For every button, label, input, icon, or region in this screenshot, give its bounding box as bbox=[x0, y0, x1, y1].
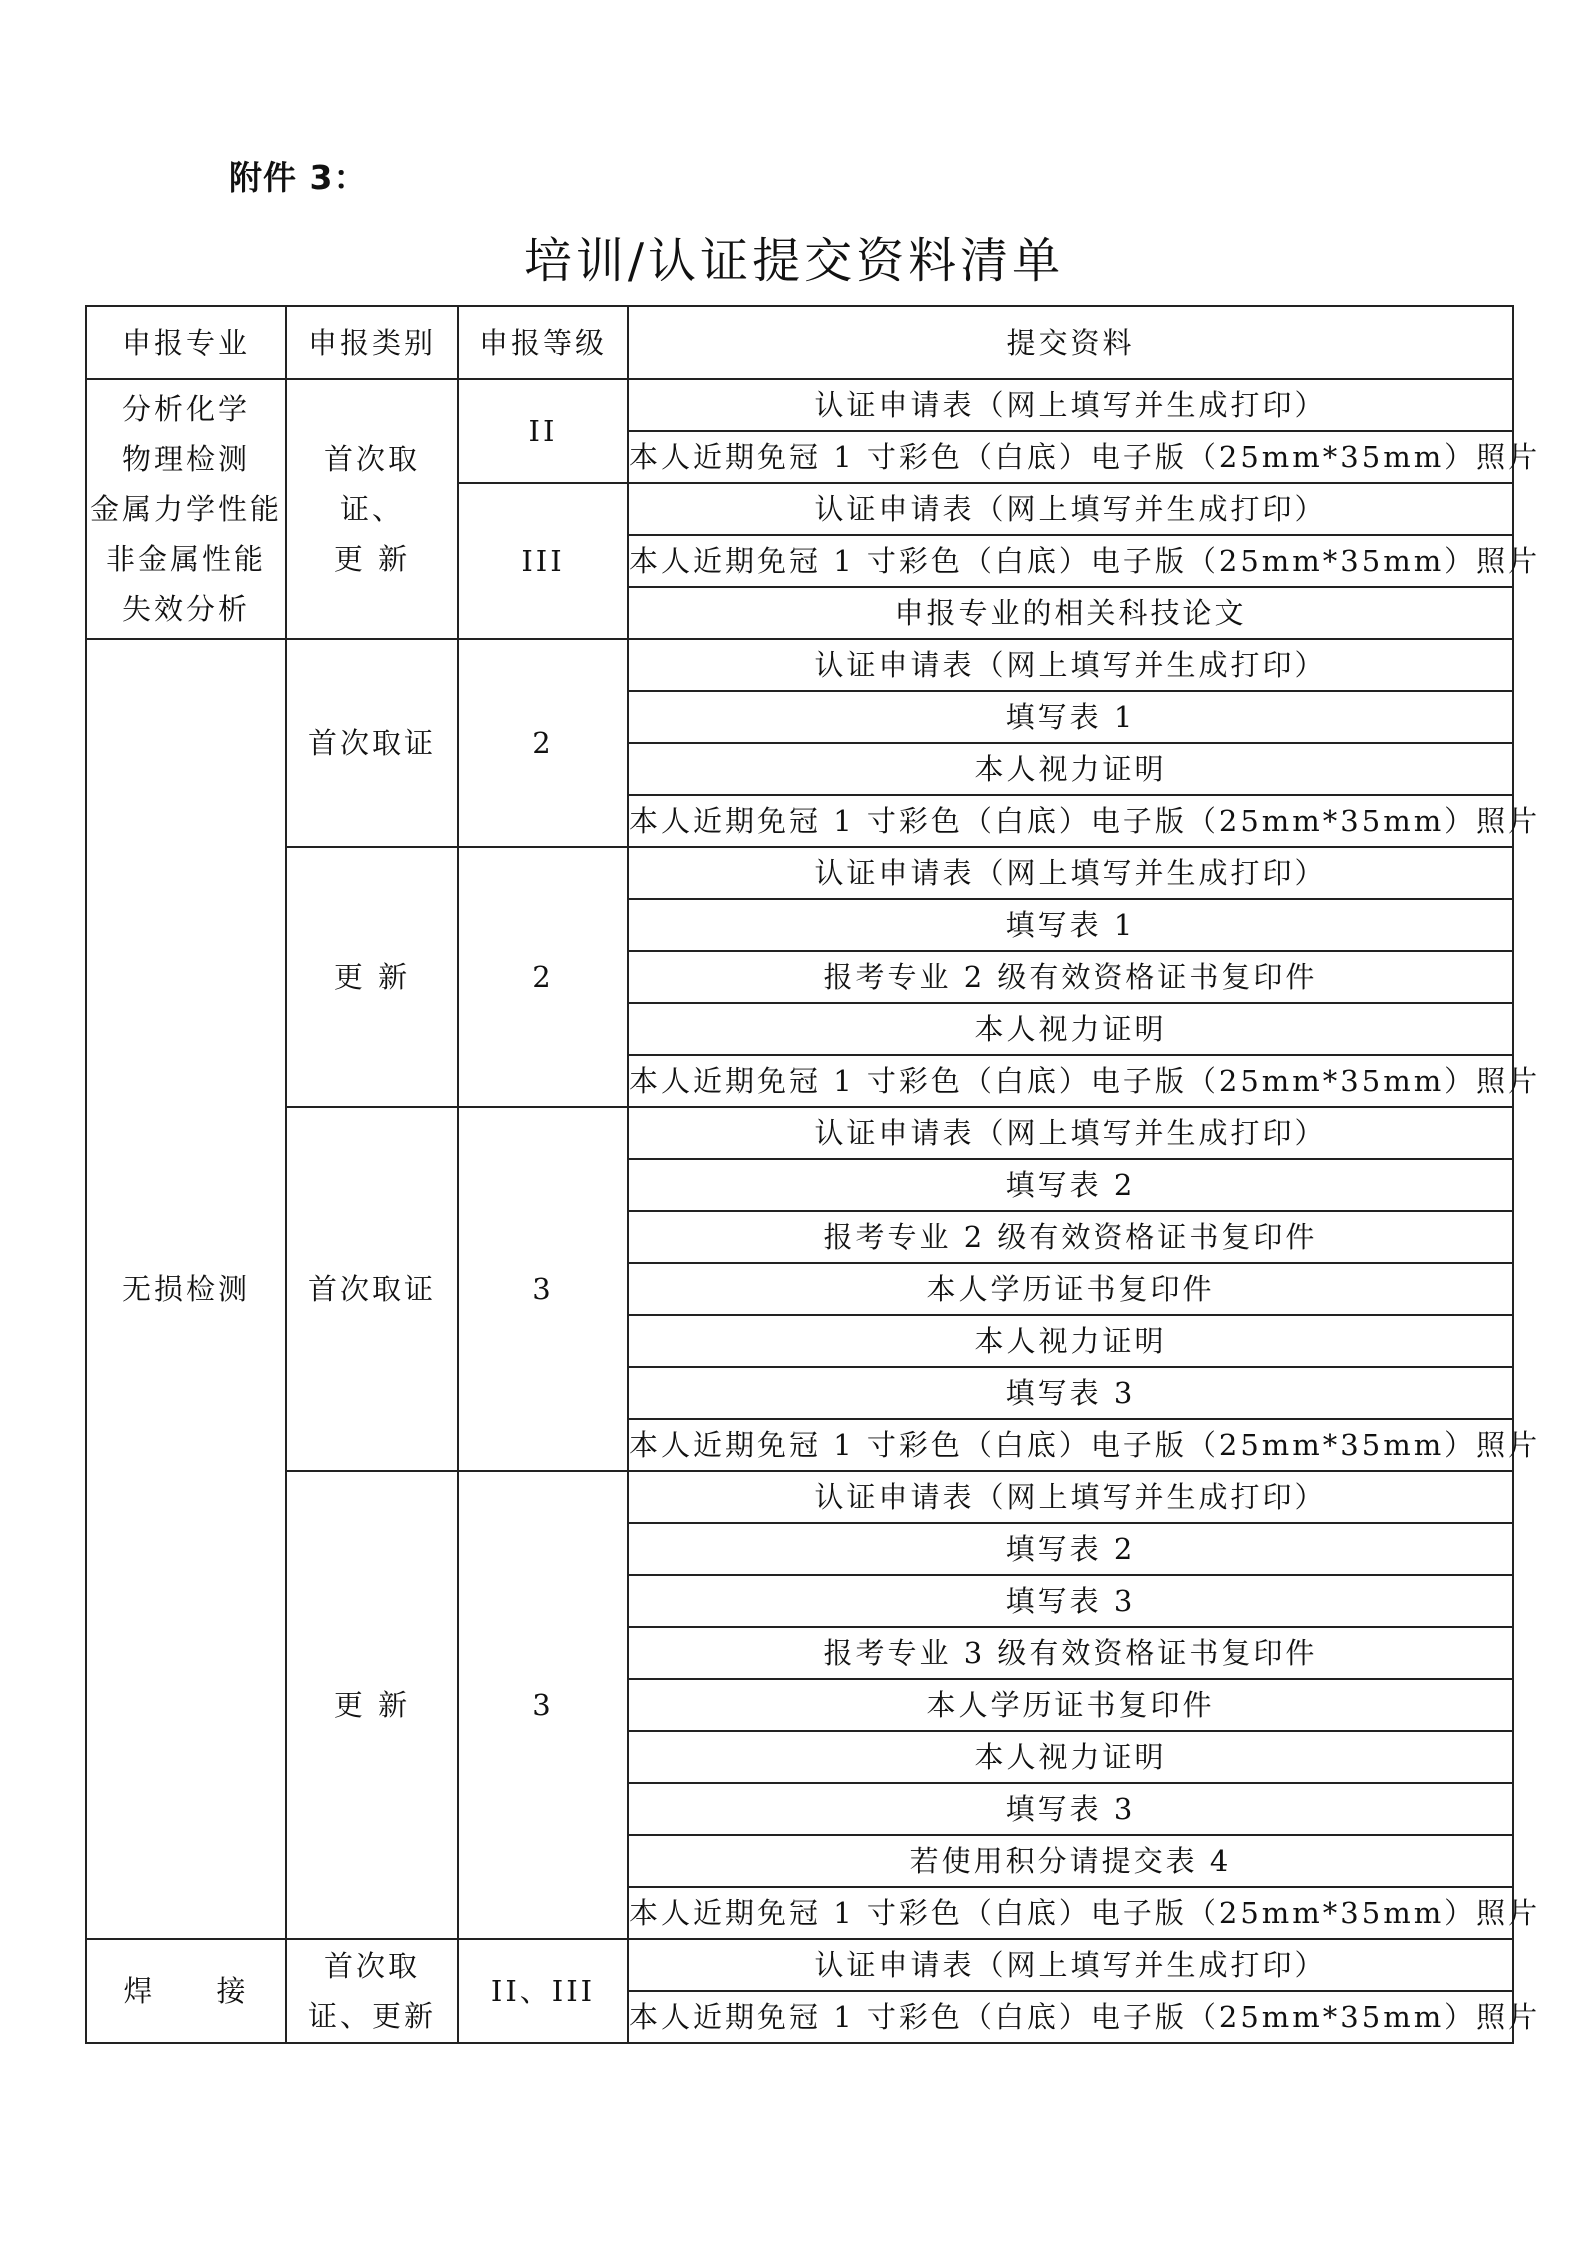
material-item: 报考专业 2 级有效资格证书复印件 bbox=[628, 1211, 1513, 1263]
material-item: 认证申请表（网上填写并生成打印） bbox=[628, 379, 1513, 431]
material-item: 本人学历证书复印件 bbox=[628, 1679, 1513, 1731]
table-header-row bbox=[86, 306, 1513, 379]
material-item: 本人视力证明 bbox=[628, 1315, 1513, 1367]
material-item: 填写表 2 bbox=[628, 1159, 1513, 1211]
level-cell: 3 bbox=[458, 1471, 628, 1939]
material-item: 认证申请表（网上填写并生成打印） bbox=[628, 639, 1513, 691]
material-item: 本人近期免冠 1 寸彩色（白底）电子版（25mm*35mm）照片 bbox=[628, 1055, 1513, 1107]
material-item: 认证申请表（网上填写并生成打印） bbox=[628, 1471, 1513, 1523]
level-cell: 3 bbox=[458, 1107, 628, 1471]
material-item: 填写表 3 bbox=[628, 1367, 1513, 1419]
material-item: 认证申请表（网上填写并生成打印） bbox=[628, 1107, 1513, 1159]
material-item: 本人视力证明 bbox=[628, 743, 1513, 795]
material-item: 填写表 1 bbox=[628, 899, 1513, 951]
table-row bbox=[86, 379, 1513, 431]
material-item: 填写表 3 bbox=[628, 1575, 1513, 1627]
header-specialty: 申报专业 bbox=[86, 306, 286, 379]
material-item: 认证申请表（网上填写并生成打印） bbox=[628, 483, 1513, 535]
specialty-cell: 焊 接 bbox=[86, 1939, 286, 2043]
material-item: 本人视力证明 bbox=[628, 1003, 1513, 1055]
category-cell: 首次取 证、更新 bbox=[286, 1939, 458, 2043]
table-row bbox=[86, 1107, 1513, 1159]
materials-table bbox=[85, 305, 1541, 2044]
material-item: 本人近期免冠 1 寸彩色（白底）电子版（25mm*35mm）照片 bbox=[628, 535, 1513, 587]
specialty-cell: 分析化学 物理检测 金属力学性能 非金属性能 失效分析 bbox=[86, 379, 286, 639]
material-item: 填写表 3 bbox=[628, 1783, 1513, 1835]
material-item: 认证申请表（网上填写并生成打印） bbox=[628, 847, 1513, 899]
material-item: 本人近期免冠 1 寸彩色（白底）电子版（25mm*35mm）照片 bbox=[628, 795, 1513, 847]
material-item: 报考专业 3 级有效资格证书复印件 bbox=[628, 1627, 1513, 1679]
level-cell: 2 bbox=[458, 639, 628, 847]
level-cell: II、III bbox=[458, 1939, 628, 2043]
material-item: 本人近期免冠 1 寸彩色（白底）电子版（25mm*35mm）照片 bbox=[628, 1419, 1513, 1471]
category-cell: 更 新 bbox=[286, 847, 458, 1107]
category-cell: 首次取 证、 更 新 bbox=[286, 379, 458, 639]
material-item: 填写表 1 bbox=[628, 691, 1513, 743]
level-cell: III bbox=[458, 483, 628, 639]
material-item: 填写表 2 bbox=[628, 1523, 1513, 1575]
category-cell: 首次取证 bbox=[286, 1107, 458, 1471]
category-cell: 首次取证 bbox=[286, 639, 458, 847]
document-title: 培训/认证提交资料清单 bbox=[523, 233, 1065, 289]
material-item: 认证申请表（网上填写并生成打印） bbox=[628, 1939, 1513, 1991]
material-item: 本人近期免冠 1 寸彩色（白底）电子版（25mm*35mm）照片 bbox=[628, 431, 1513, 483]
table-row bbox=[86, 639, 1513, 691]
material-item: 本人近期免冠 1 寸彩色（白底）电子版（25mm*35mm）照片 bbox=[628, 1887, 1513, 1939]
table-row bbox=[86, 1471, 1513, 1523]
table-row bbox=[86, 1939, 1513, 1991]
level-cell: 2 bbox=[458, 847, 628, 1107]
category-cell: 更 新 bbox=[286, 1471, 458, 1939]
material-item: 本人视力证明 bbox=[628, 1731, 1513, 1783]
material-item: 报考专业 2 级有效资格证书复印件 bbox=[628, 951, 1513, 1003]
level-cell: II bbox=[458, 379, 628, 483]
material-item: 申报专业的相关科技论文 bbox=[628, 587, 1513, 639]
specialty-cell: 无损检测 bbox=[86, 639, 286, 1939]
material-item: 本人近期免冠 1 寸彩色（白底）电子版（25mm*35mm）照片 bbox=[628, 1991, 1513, 2043]
attachment-label: 附件 3： bbox=[229, 158, 368, 197]
header-materials: 提交资料 bbox=[628, 306, 1513, 379]
table-row bbox=[86, 847, 1513, 899]
material-item: 本人学历证书复印件 bbox=[628, 1263, 1513, 1315]
header-category: 申报类别 bbox=[286, 306, 458, 379]
material-item: 若使用积分请提交表 4 bbox=[628, 1835, 1513, 1887]
header-level: 申报等级 bbox=[458, 306, 628, 379]
